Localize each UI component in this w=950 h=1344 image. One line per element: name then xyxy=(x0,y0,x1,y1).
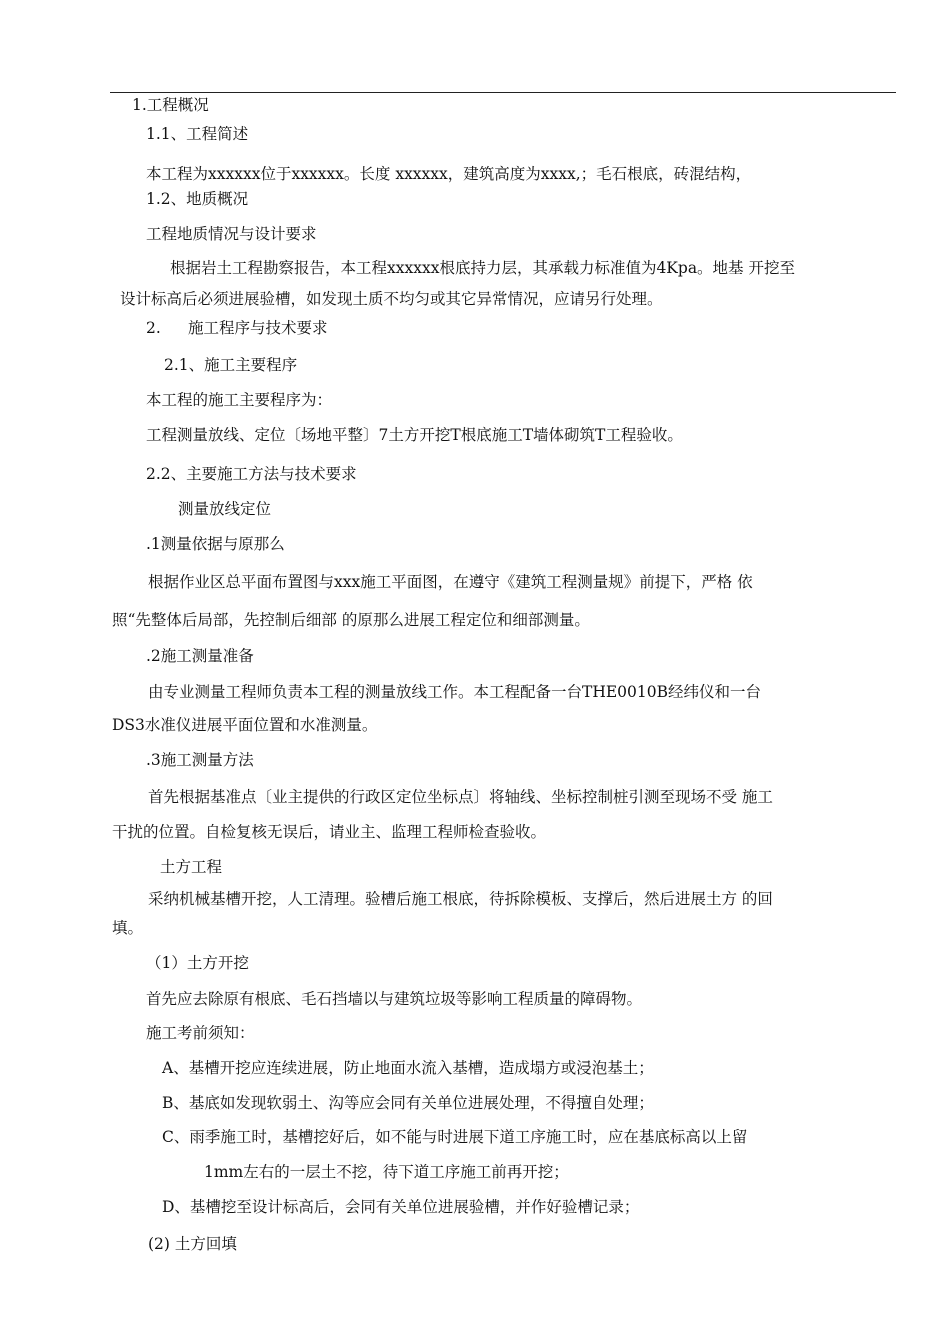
section-title: 土方工程 xyxy=(160,858,223,876)
paragraph: 首先应去除原有根底、毛石挡墙以与建筑垃圾等影响工程质量的障碍物。 xyxy=(146,990,643,1008)
paragraph: 本工程的施工主要程序为： xyxy=(146,391,333,409)
paragraph: 填。 xyxy=(112,919,144,937)
subsection-title: .2施工测量准备 xyxy=(146,647,254,665)
paragraph: 根据岩土工程勘察报告，本工程xxxxxx根底持力层，其承载力标准值为4Kpa。地基 开挖至 xyxy=(170,259,795,277)
list-item-continuation: 1mm左右的一层土不挖，待下道工序施工前再开挖； xyxy=(204,1163,569,1181)
paragraph: 采纳机械基槽开挖，人工清理。验槽后施工根底，待拆除模板、支撑后，然后进展土方 的回 xyxy=(148,890,773,908)
paragraph: 照“先整体后局部，先控制后细部 的原那么进展工程定位和细部测量。 xyxy=(112,611,590,629)
heading-2-2: 2.2、主要施工方法与技术要求 xyxy=(146,465,357,483)
paragraph: DS3水准仪进展平面位置和水准测量。 xyxy=(112,716,378,734)
paragraph: 根据作业区总平面布置图与xxx施工平面图，在遵守《建筑工程测量规》前提下，严格 依 xyxy=(148,573,753,591)
list-item: A、基槽开挖应连续进展，防止地面水流入基槽，造成塌方或浸泡基土； xyxy=(162,1059,654,1077)
list-item: B、基底如发现软弱土、沟等应会同有关单位进展处理，不得擅自处理； xyxy=(162,1094,654,1112)
heading-2: 施工程序与技术要求 xyxy=(188,319,328,337)
heading-1: 1.工程概况 xyxy=(132,96,209,114)
subsection-title: .3施工测量方法 xyxy=(146,751,254,769)
paragraph: 施工考前须知： xyxy=(146,1024,255,1042)
heading-1-2: 1.2、地质概况 xyxy=(146,190,249,208)
heading-2-number: 2. xyxy=(146,319,161,337)
paragraph: 干扰的位置。自检复核无误后，请业主、监理工程师检查验收。 xyxy=(112,823,547,841)
subsection-title: .1测量依据与原那么 xyxy=(146,535,285,553)
paragraph: 工程地质情况与设计要求 xyxy=(146,225,317,243)
paragraph: 设计标高后必须进展验槽，如发现土质不均匀或其它异常情况，应请另行处理。 xyxy=(120,290,663,308)
list-item: C、雨季施工时，基槽挖好后，如不能与时进展下道工序施工时，应在基底标高以上留 xyxy=(162,1128,748,1146)
paragraph: 由专业测量工程师负责本工程的测量放线工作。本工程配备一台THE0010B经纬仪和一台 xyxy=(148,683,762,701)
subsection-title: (2) 土方回填 xyxy=(148,1235,237,1253)
subsection-title: （1）土方开挖 xyxy=(146,954,249,972)
paragraph: 工程测量放线、定位〔场地平整〕7土方开挖T根底施工T墙体砌筑T工程验收。 xyxy=(146,426,683,444)
paragraph: 首先根据基准点〔业主提供的行政区定位坐标点〕将轴线、坐标控制桩引测至现场不受 施工 xyxy=(148,788,773,806)
heading-1-1: 1.1、工程简述 xyxy=(146,125,249,143)
section-title: 测量放线定位 xyxy=(178,500,272,518)
header-rule xyxy=(110,92,896,93)
paragraph: 本工程为xxxxxx位于xxxxxx。长度 xxxxxx，建筑高度为xxxx,；毛石根底，砖混结构， xyxy=(146,165,752,183)
heading-2-1: 2.1、施工主要程序 xyxy=(164,356,298,374)
list-item: D、基槽挖至设计标高后，会同有关单位进展验槽，并作好验槽记录； xyxy=(162,1198,640,1216)
